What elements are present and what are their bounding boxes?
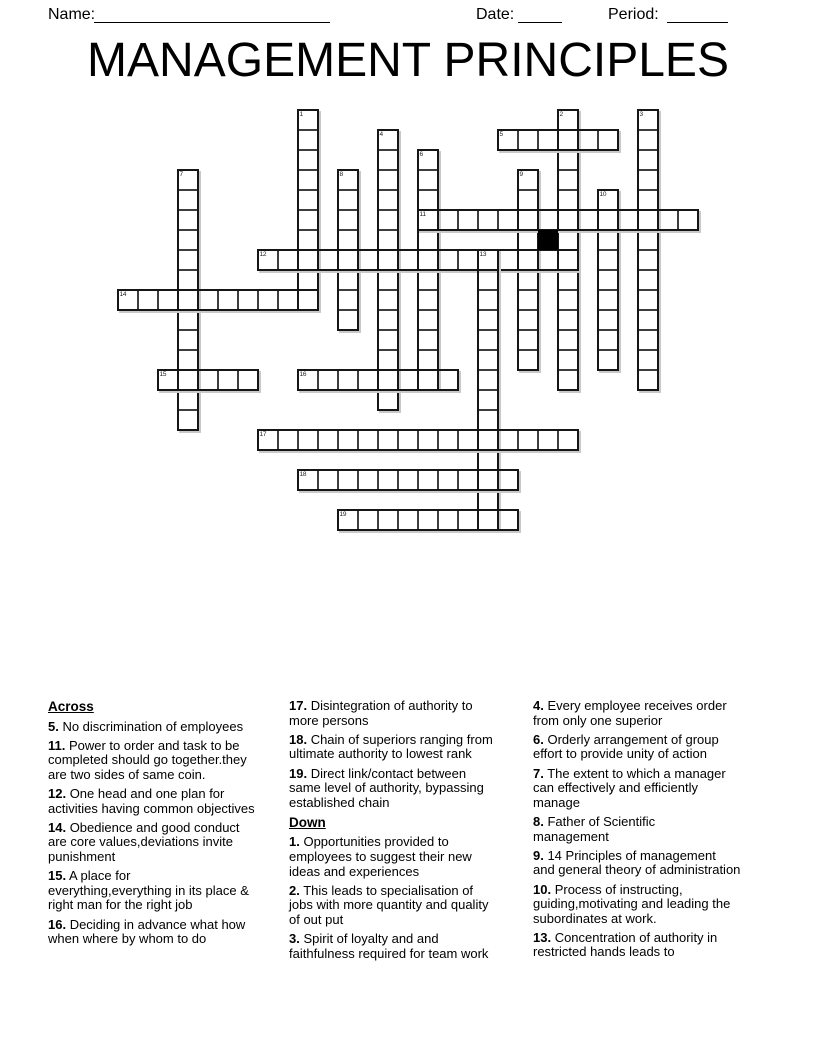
grid-cell[interactable] xyxy=(558,350,578,370)
grid-cell[interactable] xyxy=(418,210,438,230)
grid-cell[interactable] xyxy=(178,350,198,370)
grid-cell[interactable] xyxy=(638,350,658,370)
grid-cell[interactable] xyxy=(298,250,318,270)
grid-cell[interactable] xyxy=(378,170,398,190)
grid-cell[interactable] xyxy=(298,150,318,170)
grid-cell[interactable] xyxy=(638,290,658,310)
clue-item-18: 18. Chain of superiors ranging from ultimate authority to lowest rank xyxy=(289,731,493,762)
grid-cell[interactable] xyxy=(418,270,438,290)
grid-cell[interactable] xyxy=(578,210,598,230)
clues-across-header: Across xyxy=(48,699,94,714)
grid-cell[interactable] xyxy=(298,130,318,150)
grid-cell[interactable] xyxy=(518,350,538,370)
grid-cell[interactable] xyxy=(498,250,518,270)
grid-cell[interactable] xyxy=(298,470,318,490)
clues-column-2 xyxy=(289,699,535,966)
grid-cell[interactable] xyxy=(178,310,198,330)
clue-item-4: 4. Every employee receives order from only one superior xyxy=(533,698,727,728)
grid-clue-number: 17 xyxy=(259,431,267,438)
period-label: Period: xyxy=(608,6,659,23)
clue-number: 17. xyxy=(289,698,308,713)
clue-number: 12. xyxy=(48,786,67,802)
grid-cell[interactable] xyxy=(338,190,358,210)
grid-cell[interactable] xyxy=(358,470,378,490)
grid-cell[interactable] xyxy=(178,330,198,350)
grid-cell[interactable] xyxy=(358,510,378,530)
grid-cell[interactable] xyxy=(198,290,218,310)
grid-cell[interactable] xyxy=(238,290,258,310)
grid-cell[interactable] xyxy=(678,210,698,230)
grid-cell[interactable] xyxy=(178,390,198,410)
grid-cell[interactable] xyxy=(178,290,198,310)
grid-cell[interactable] xyxy=(638,150,658,170)
grid-cell[interactable] xyxy=(338,210,358,230)
grid-cell[interactable] xyxy=(418,330,438,350)
grid-cell[interactable] xyxy=(418,290,438,310)
grid-cell[interactable] xyxy=(338,310,358,330)
grid-cell[interactable] xyxy=(618,210,638,230)
clue-item-1: 1. Opportunities provided to employees to suggest their new ideas and experiences xyxy=(289,834,472,879)
grid-clue-number: 4 xyxy=(379,131,383,138)
grid-cell[interactable] xyxy=(338,230,358,250)
grid-cell[interactable] xyxy=(418,190,438,210)
grid-cell[interactable] xyxy=(298,430,318,450)
grid-cell[interactable] xyxy=(378,150,398,170)
grid-cell[interactable] xyxy=(638,170,658,190)
grid-cell[interactable] xyxy=(398,510,418,530)
grid-cell[interactable] xyxy=(478,430,498,450)
grid-cell[interactable] xyxy=(478,330,498,350)
grid-cell[interactable] xyxy=(518,310,538,330)
grid-cell[interactable] xyxy=(638,190,658,210)
grid-cell[interactable] xyxy=(518,430,538,450)
clue-number: 9. xyxy=(533,847,544,863)
clue-number: 2. xyxy=(289,882,300,898)
clue-number: 19. xyxy=(289,765,308,781)
grid-cell[interactable] xyxy=(418,370,438,390)
clue-item-19: 19. Direct link/contact between same level of authority, bypassing established chain xyxy=(289,765,484,810)
grid-cell[interactable] xyxy=(418,350,438,370)
grid-cell[interactable] xyxy=(218,290,238,310)
grid-cell[interactable] xyxy=(558,190,578,210)
grid-cell[interactable] xyxy=(518,130,538,150)
grid-cell[interactable] xyxy=(558,170,578,190)
grid-cell[interactable] xyxy=(218,370,238,390)
grid-cell[interactable] xyxy=(378,270,398,290)
grid-cell[interactable] xyxy=(638,130,658,150)
grid-cell[interactable] xyxy=(418,170,438,190)
clue-item-15: 15. A place for everything,everything in its place & right man for the right job xyxy=(48,868,249,913)
grid-clue-number: 16 xyxy=(299,371,307,378)
grid-clue-number: 6 xyxy=(419,151,423,158)
clue-number: 14. xyxy=(48,819,67,835)
grid-cell[interactable] xyxy=(138,290,158,310)
grid-cell[interactable] xyxy=(298,110,318,130)
grid-cell[interactable] xyxy=(518,210,538,230)
grid-cell[interactable] xyxy=(438,470,458,490)
grid-cell[interactable] xyxy=(458,470,478,490)
clue-item-3: 3. Spirit of loyalty and and faithfulness required for team work xyxy=(289,931,489,961)
grid-cell[interactable] xyxy=(178,170,198,190)
grid-cell[interactable] xyxy=(478,290,498,310)
grid-clue-number: 9 xyxy=(519,171,523,178)
grid-cell[interactable] xyxy=(478,370,498,390)
grid-cell[interactable] xyxy=(178,210,198,230)
grid-cell[interactable] xyxy=(578,130,598,150)
grid-cell[interactable] xyxy=(158,370,178,390)
clue-number: 5. xyxy=(48,718,59,734)
grid-cell[interactable] xyxy=(318,470,338,490)
black-cell xyxy=(538,230,558,250)
grid-cell[interactable] xyxy=(298,230,318,250)
clue-item-8: 8. Father of Scientific management xyxy=(533,813,656,844)
grid-clue-number: 19 xyxy=(339,511,347,518)
grid-cell[interactable] xyxy=(318,430,338,450)
grid-cell[interactable] xyxy=(278,430,298,450)
grid-cell[interactable] xyxy=(178,410,198,430)
clue-item-2: 2. This leads to specialisation of jobs with more quantity and quality of out put xyxy=(289,882,489,927)
grid-clue-number: 13 xyxy=(479,251,487,258)
grid-cell[interactable] xyxy=(378,310,398,330)
date-label: Date: xyxy=(476,6,515,23)
clues-down-header: Down xyxy=(289,814,326,830)
grid-cell[interactable] xyxy=(438,250,458,270)
grid-cell[interactable] xyxy=(558,310,578,330)
grid-cell[interactable] xyxy=(598,210,618,230)
clue-item-12: 12. One head and one plan for activities having common objectives xyxy=(48,786,255,816)
grid-cell[interactable] xyxy=(438,370,458,390)
clue-number: 15. xyxy=(48,868,67,884)
grid-cell[interactable] xyxy=(178,250,198,270)
name-label: Name: xyxy=(48,6,96,23)
grid-cell[interactable] xyxy=(178,270,198,290)
grid-cell[interactable] xyxy=(358,430,378,450)
grid-cell[interactable] xyxy=(558,290,578,310)
grid-clue-number: 7 xyxy=(179,171,183,178)
grid-clue-number: 14 xyxy=(119,291,127,298)
grid-clue-number: 5 xyxy=(499,131,503,138)
grid-cell[interactable] xyxy=(478,250,498,270)
grid-cell[interactable] xyxy=(438,510,458,530)
grid-cell[interactable] xyxy=(418,150,438,170)
grid-cell[interactable] xyxy=(518,230,538,250)
clue-item-16: 16. Deciding in advance what how when where by whom to do xyxy=(48,916,246,947)
grid-cell[interactable] xyxy=(538,130,558,150)
grid-cell[interactable] xyxy=(598,190,618,210)
grid-cell[interactable] xyxy=(378,350,398,370)
grid-cell[interactable] xyxy=(418,470,438,490)
grid-cell[interactable] xyxy=(178,190,198,210)
grid-cell[interactable] xyxy=(598,290,618,310)
grid-cell[interactable] xyxy=(478,270,498,290)
clue-number: 18. xyxy=(289,731,308,747)
grid-cell[interactable] xyxy=(378,390,398,410)
grid-cell[interactable] xyxy=(478,410,498,430)
grid-cell[interactable] xyxy=(378,190,398,210)
clue-item-14: 14. Obedience and good conduct are core values,deviations invite punishment xyxy=(48,819,240,865)
grid-cell[interactable] xyxy=(498,430,518,450)
grid-cell[interactable] xyxy=(378,430,398,450)
grid-cell[interactable] xyxy=(598,270,618,290)
grid-cell[interactable] xyxy=(558,330,578,350)
clue-number: 3. xyxy=(289,931,300,947)
grid-cell[interactable] xyxy=(538,250,558,270)
clue-number: 11. xyxy=(48,737,66,753)
grid-cell[interactable] xyxy=(378,470,398,490)
grid-cell[interactable] xyxy=(298,190,318,210)
clue-number: 1. xyxy=(289,834,300,850)
grid-cell[interactable] xyxy=(298,210,318,230)
grid-cell[interactable] xyxy=(598,330,618,350)
grid-cell[interactable] xyxy=(338,510,358,530)
grid-cell[interactable] xyxy=(198,370,218,390)
grid-cell[interactable] xyxy=(518,270,538,290)
grid-cell[interactable] xyxy=(598,130,618,150)
grid-cell[interactable] xyxy=(438,210,458,230)
grid-cell[interactable] xyxy=(118,290,138,310)
grid-cell[interactable] xyxy=(338,430,358,450)
clue-number: 7. xyxy=(533,765,544,781)
grid-cell[interactable] xyxy=(318,250,338,270)
grid-cell[interactable] xyxy=(258,250,278,270)
clue-number: 13. xyxy=(533,929,552,945)
grid-cell[interactable] xyxy=(478,450,498,470)
grid-cell[interactable] xyxy=(398,250,418,270)
grid-cell[interactable] xyxy=(378,230,398,250)
grid-cell[interactable] xyxy=(498,470,518,490)
grid-cell[interactable] xyxy=(358,250,378,270)
grid-cell[interactable] xyxy=(558,210,578,230)
grid-clue-number: 15 xyxy=(159,371,167,378)
clue-item-9: 9. 14 Principles of management and general theory of administration xyxy=(533,847,741,878)
grid-cell[interactable] xyxy=(638,230,658,250)
grid-cell[interactable] xyxy=(598,250,618,270)
grid-cell[interactable] xyxy=(418,250,438,270)
grid-clue-number: 10 xyxy=(599,191,607,198)
grid-clue-number: 12 xyxy=(259,251,267,258)
grid-cell[interactable] xyxy=(338,470,358,490)
grid-cell[interactable] xyxy=(518,250,538,270)
grid-cell[interactable] xyxy=(338,370,358,390)
grid-clue-number: 3 xyxy=(639,111,643,118)
grid-cell[interactable] xyxy=(658,210,678,230)
grid-cell[interactable] xyxy=(598,230,618,250)
grid-cell[interactable] xyxy=(378,290,398,310)
grid-cell[interactable] xyxy=(278,290,298,310)
grid-cell[interactable] xyxy=(178,370,198,390)
grid-cell[interactable] xyxy=(358,370,378,390)
grid-cell[interactable] xyxy=(478,390,498,410)
grid-cell[interactable] xyxy=(338,170,358,190)
grid-cell[interactable] xyxy=(478,490,498,510)
grid-cell[interactable] xyxy=(418,510,438,530)
grid-cell[interactable] xyxy=(478,470,498,490)
grid-cell[interactable] xyxy=(378,370,398,390)
grid-cell[interactable] xyxy=(378,250,398,270)
grid-clue-number: 8 xyxy=(339,171,343,178)
clue-item-17: 17. Disintegration of authority to more persons xyxy=(289,698,473,728)
grid-cell[interactable] xyxy=(398,370,418,390)
grid-cell[interactable] xyxy=(258,430,278,450)
grid-cell[interactable] xyxy=(478,210,498,230)
grid-cell[interactable] xyxy=(558,430,578,450)
grid-cell[interactable] xyxy=(598,310,618,330)
grid-cell[interactable] xyxy=(458,250,478,270)
grid-cell[interactable] xyxy=(298,270,318,290)
grid-cell[interactable] xyxy=(298,290,318,310)
grid-cell[interactable] xyxy=(298,170,318,190)
grid-clue-number: 11 xyxy=(419,211,426,218)
grid-cell[interactable] xyxy=(638,210,658,230)
grid-cell[interactable] xyxy=(258,290,278,310)
clue-number: 8. xyxy=(533,813,544,829)
grid-cell[interactable] xyxy=(378,130,398,150)
grid-cell[interactable] xyxy=(458,430,478,450)
grid-cell[interactable] xyxy=(238,370,258,390)
page-title: MANAGEMENT PRINCIPLES xyxy=(87,34,729,87)
grid-cell[interactable] xyxy=(278,250,298,270)
grid-cell[interactable] xyxy=(498,210,518,230)
grid-cell[interactable] xyxy=(558,370,578,390)
grid-cell[interactable] xyxy=(558,250,578,270)
grid-cell[interactable] xyxy=(178,230,198,250)
grid-cell[interactable] xyxy=(518,190,538,210)
grid-cell[interactable] xyxy=(638,310,658,330)
grid-cell[interactable] xyxy=(558,130,578,150)
clues-column-3 xyxy=(533,699,789,965)
clue-number: 4. xyxy=(533,698,544,713)
grid-cell[interactable] xyxy=(518,290,538,310)
grid-cell[interactable] xyxy=(638,330,658,350)
grid-cell[interactable] xyxy=(338,270,358,290)
grid-cell[interactable] xyxy=(378,330,398,350)
clue-number: 6. xyxy=(533,731,544,747)
grid-clue-number: 18 xyxy=(299,471,307,478)
grid-cell[interactable] xyxy=(458,210,478,230)
grid-cell[interactable] xyxy=(558,150,578,170)
clue-item-5: 5. No discrimination of employees xyxy=(48,718,244,734)
grid-cell[interactable] xyxy=(338,250,358,270)
grid-cell[interactable] xyxy=(558,110,578,130)
grid-cell[interactable] xyxy=(558,230,578,250)
grid-cell[interactable] xyxy=(478,310,498,330)
grid-cell[interactable] xyxy=(478,350,498,370)
grid-cell[interactable] xyxy=(158,290,178,310)
clue-number: 10. xyxy=(533,881,552,897)
grid-cell[interactable] xyxy=(478,510,498,530)
clue-item-6: 6. Orderly arrangement of group effort to provide unity of action xyxy=(533,731,719,762)
clue-item-11: 11. Power to order and task to be completed should go together.they are two sides of same coin. xyxy=(48,737,247,782)
grid-cell[interactable] xyxy=(458,510,478,530)
clue-item-7: 7. The extent to which a manager can effectively and efficiently manage xyxy=(533,765,726,810)
clues-column-1 xyxy=(48,699,294,951)
clue-number: 16. xyxy=(48,916,67,932)
grid-cell[interactable] xyxy=(538,430,558,450)
grid-cell[interactable] xyxy=(638,110,658,130)
grid-cell[interactable] xyxy=(558,270,578,290)
grid-cell[interactable] xyxy=(518,330,538,350)
grid-cell[interactable] xyxy=(498,510,518,530)
grid-cell[interactable] xyxy=(498,130,518,150)
grid-cell[interactable] xyxy=(418,230,438,250)
grid-cell[interactable] xyxy=(638,270,658,290)
grid-cell[interactable] xyxy=(538,210,558,230)
grid-cell[interactable] xyxy=(378,210,398,230)
clue-item-13: 13. Concentration of authority in restricted hands leads to xyxy=(533,929,718,960)
grid-cell[interactable] xyxy=(638,250,658,270)
grid-clue-number: 1 xyxy=(299,111,303,118)
clue-item-10: 10. Process of instructing, guiding,motivating and leading the subordinates at work. xyxy=(533,881,731,926)
grid-clue-number: 2 xyxy=(559,111,563,118)
grid-cell[interactable] xyxy=(518,170,538,190)
grid-cell[interactable] xyxy=(298,370,318,390)
grid-cell[interactable] xyxy=(418,430,438,450)
grid-cell[interactable] xyxy=(418,310,438,330)
grid-cell[interactable] xyxy=(598,350,618,370)
grid-cell[interactable] xyxy=(398,470,418,490)
grid-cell[interactable] xyxy=(318,370,338,390)
grid-cell[interactable] xyxy=(378,510,398,530)
grid-cell[interactable] xyxy=(438,430,458,450)
grid-cell[interactable] xyxy=(338,290,358,310)
grid-cell[interactable] xyxy=(398,430,418,450)
grid-cell[interactable] xyxy=(638,370,658,390)
